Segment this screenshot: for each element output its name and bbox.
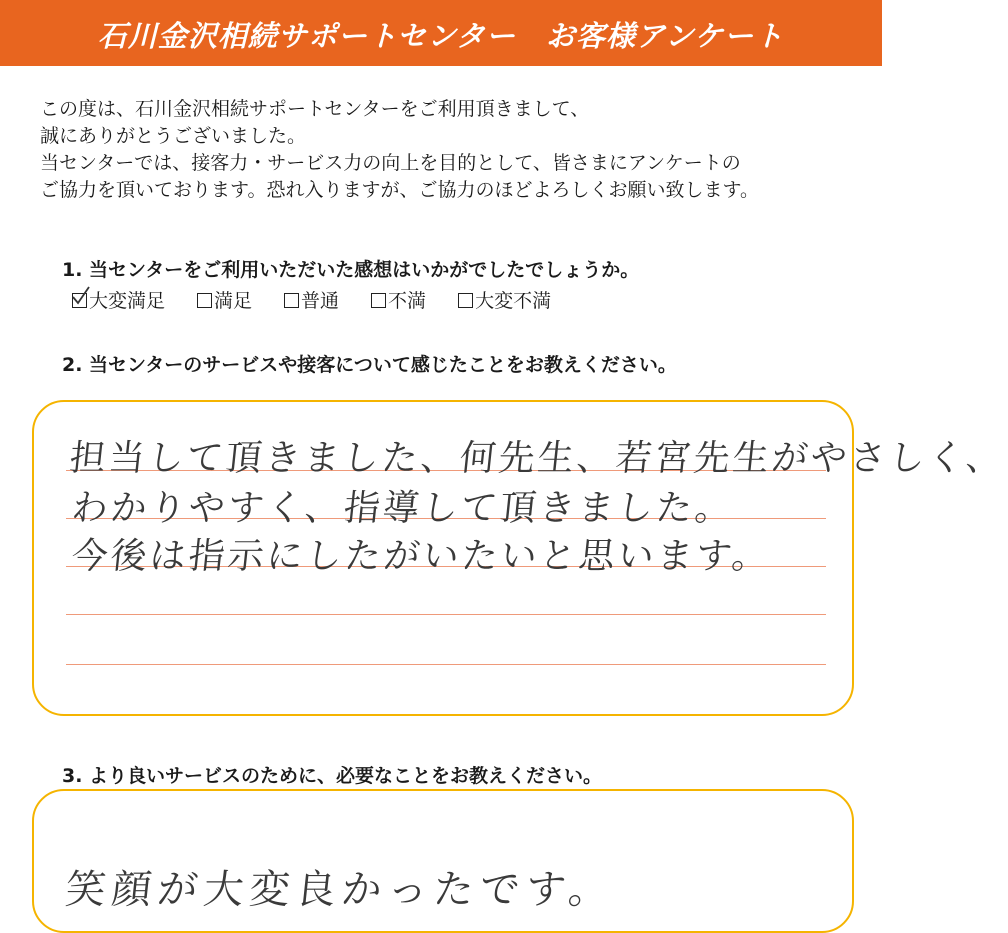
- checkbox[interactable]: [458, 293, 473, 308]
- checkbox[interactable]: [197, 293, 212, 308]
- intro-line: この度は、石川金沢相続サポートセンターをご利用頂きまして、: [40, 98, 590, 120]
- option-neutral[interactable]: [284, 286, 339, 313]
- intro-line: 当センターでは、接客力・サービス力の向上を目的として、皆さまにアンケートの: [40, 152, 741, 174]
- handwritten-answer-line: わかりやすく、指導して頂きました。: [69, 488, 737, 529]
- ruled-line: [66, 664, 826, 665]
- check-icon: [70, 285, 92, 307]
- question-3: 3. より良いサービスのために、必要なことをお教えください。: [62, 765, 603, 787]
- survey-header: [0, 0, 882, 66]
- option-dissatisfied[interactable]: [371, 286, 426, 313]
- option-label: 普通: [301, 290, 340, 312]
- handwritten-answer-line: 笑顔が大変良かったです。: [63, 867, 617, 913]
- handwritten-answer-line: 今後は指示にしたがいたいと思います。: [69, 536, 773, 577]
- checkbox[interactable]: [371, 293, 386, 308]
- option-label: 大変満足: [89, 290, 166, 312]
- handwritten-answer-line: 担当して頂きました、何先生、若宮先生がやさしく、: [67, 438, 1008, 479]
- survey-title: 石川金沢相続サポートセンター お客様アンケート: [97, 19, 785, 53]
- option-label: 満足: [214, 290, 253, 312]
- intro-line: 誠にありがとうございました。: [40, 125, 307, 147]
- option-very-dissatisfied[interactable]: [458, 286, 551, 313]
- option-very-satisfied[interactable]: [72, 286, 165, 313]
- intro-line: ご協力を頂いております。恐れ入りますが、ご協力のほどよろしくお願い致します。: [40, 179, 759, 201]
- checkbox[interactable]: [284, 293, 299, 308]
- satisfaction-options: [72, 286, 583, 313]
- intro-text: [40, 96, 850, 204]
- ruled-line: [66, 614, 826, 615]
- option-label: 大変不満: [475, 290, 552, 312]
- question-1: 1. 当センターをご利用いただいた感想はいかがでしたでしょうか。: [62, 259, 640, 281]
- question-2: 2. 当センターのサービスや接客について感じたことをお教えください。: [62, 354, 677, 376]
- option-label: 不満: [388, 290, 427, 312]
- checkbox-checked[interactable]: [72, 293, 87, 308]
- option-satisfied[interactable]: [197, 286, 252, 313]
